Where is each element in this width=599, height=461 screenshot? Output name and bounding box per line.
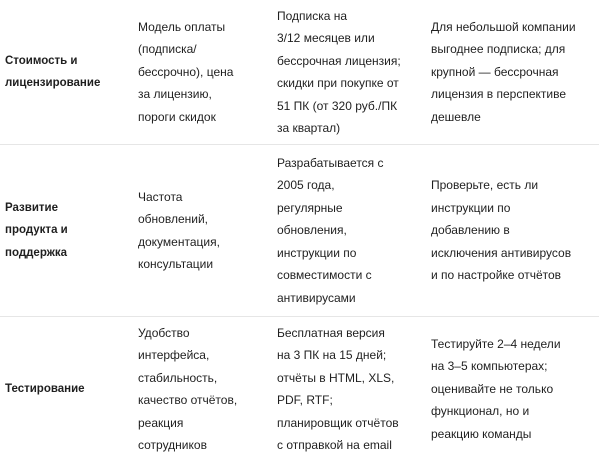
details-text: Подписка на 3/12 месяцев или бессрочная лицензия; скидки при покупке от 51 ПК (от 320 руб./ПК за квартал) bbox=[277, 8, 401, 135]
criterion-cell bbox=[5, 0, 133, 144]
criterion-label: Развитие продукта и поддержка bbox=[5, 201, 68, 259]
advice-cell bbox=[431, 145, 597, 316]
table-row bbox=[0, 145, 599, 317]
details-cell bbox=[277, 317, 427, 461]
criterion-cell bbox=[5, 317, 133, 461]
what-to-check-text: Модель оплаты (подписка/ бессрочно), цена за лицензию, пороги скидок bbox=[138, 19, 234, 124]
advice-text: Проверьте, есть ли инструкции по добавлению в исключения антивирусов и по настройке отчётов bbox=[431, 178, 572, 283]
criterion-cell bbox=[5, 145, 133, 316]
details-text: Бесплатная версия на 3 ПК на 15 дней; отчёты в HTML, XLS, PDF, RTF; планировщик отчётов с отправкой на email bbox=[277, 325, 399, 452]
advice-cell bbox=[431, 0, 597, 144]
details-cell bbox=[277, 0, 427, 144]
what-to-check-cell bbox=[138, 145, 272, 316]
what-to-check-cell bbox=[138, 317, 272, 461]
advice-text: Тестируйте 2–4 недели на 3–5 компьютерах; оценивайте не только функционал, но и реакцию команды bbox=[431, 336, 561, 441]
details-cell bbox=[277, 145, 427, 316]
details-text: Разрабатывается с 2005 года, регулярные обновления, инструкции по совместимости с антивирусами bbox=[277, 155, 384, 305]
table-row bbox=[0, 317, 599, 461]
what-to-check-cell bbox=[138, 0, 272, 144]
criterion-label: Тестирование bbox=[5, 382, 85, 395]
what-to-check-text: Частота обновлений, документация, консультации bbox=[138, 189, 220, 271]
criterion-label: Стоимость и лицензирование bbox=[5, 54, 101, 89]
what-to-check-text: Удобство интерфейса, стабильность, качество отчётов, реакция сотрудников bbox=[138, 325, 238, 452]
advice-text: Для небольшой компании выгоднее подписка; для крупной — бессрочная лицензия в перспективе дешевле bbox=[431, 19, 576, 124]
table-row bbox=[0, 0, 599, 145]
advice-cell bbox=[431, 317, 597, 461]
